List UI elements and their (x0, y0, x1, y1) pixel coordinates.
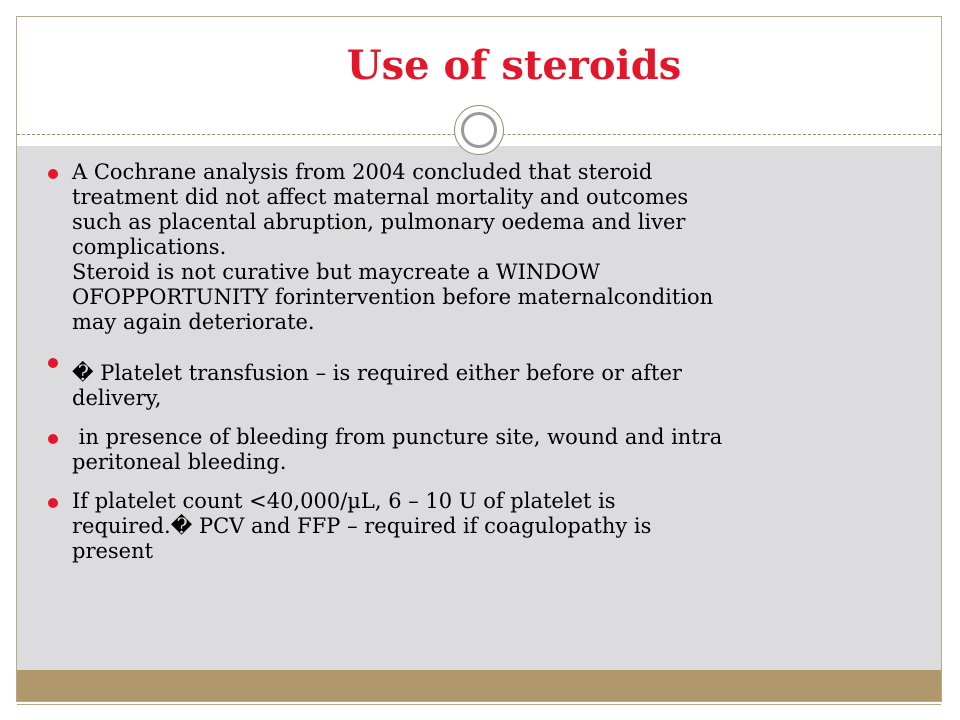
bullet-4-line-3: present (72, 539, 154, 563)
bullet-3-line-2: peritoneal bleeding. (72, 450, 287, 474)
circle-ornament-icon (454, 105, 504, 155)
bullet-list (48, 160, 928, 578)
bullet-item-3 (48, 425, 928, 475)
bullet-1-line-7: may again deteriorate. (72, 310, 315, 334)
footer-divider (17, 704, 941, 705)
bullet-item-4 (48, 489, 928, 564)
bullet-2-line-2: � Platelet transfusion – is required either before or after (72, 361, 682, 385)
bullet-1-line-6: OFOPPORTUNITY forintervention before maternalcondition (72, 285, 714, 309)
bullet-1-line-3: such as placental abruption, pulmonary oedema and liver (72, 210, 686, 234)
bullet-item-2 (48, 349, 928, 411)
bullet-2-line-3: delivery, (72, 386, 162, 410)
bullet-1-line-4: complications. (72, 235, 227, 259)
bullet-1-line-1: A Cochrane analysis from 2004 concluded that steroid (72, 160, 653, 184)
bullet-1-line-5: Steroid is not curative but maycreate a WINDOW (72, 260, 600, 284)
bullet-item-1 (48, 160, 928, 335)
bullet-4-line-1: If platelet count <40,000/µL, 6 – 10 U of platelet is (72, 489, 616, 513)
bullet-2-line-1 (72, 349, 928, 361)
slide-title: Use of steroids (346, 42, 682, 89)
bullet-3-line-1: in presence of bleeding from puncture site, wound and intra (72, 425, 723, 449)
bullet-1-line-2: treatment did not affect maternal mortality and outcomes (72, 185, 689, 209)
bullet-4-line-2: required.� PCV and FFP – required if coagulopathy is (72, 514, 652, 538)
